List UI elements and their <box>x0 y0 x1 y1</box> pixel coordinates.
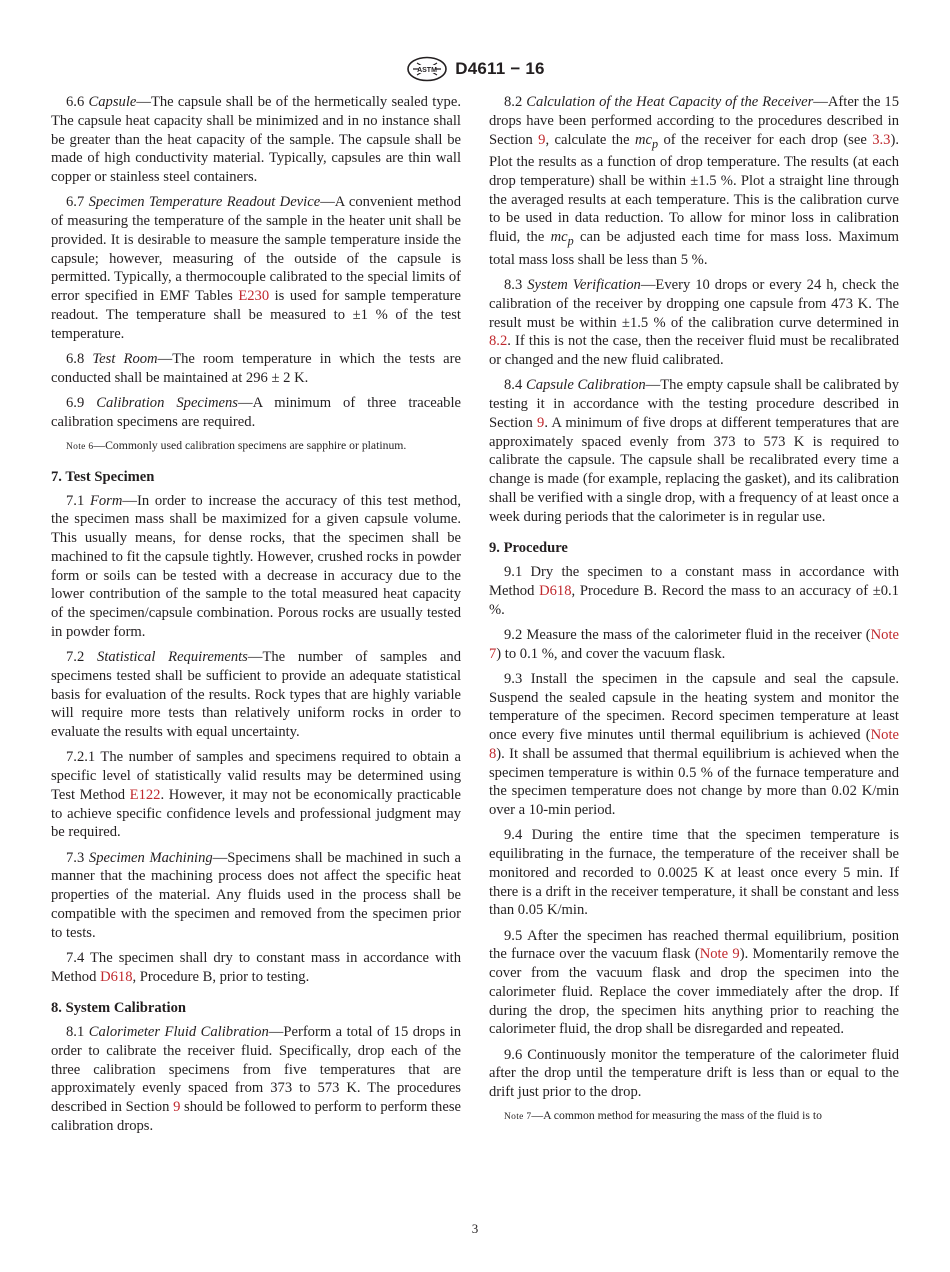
standard-designation: D4611 − 16 <box>455 59 545 78</box>
section-9-2: 9.2 Measure the mass of the calorimeter fluid in the receiver (Note 7) to 0.1 %, and cover the vacuum flask. <box>489 626 899 662</box>
section-9-6: 9.6 Continuously monitor the temperature of the calorimeter fluid after the drop until the temperature drift is less than or equal to the drift just prior to the drop. <box>489 1046 899 1101</box>
section-6-6: 6.6 Capsule—The capsule shall be of the hermetically sealed type. The capsule heat capacity shall be minimized and in no instance shall be greater than the heat capacity of the sample. The capsule shall be made of high conductivity material. Typically, capsules are thin wall copper or stainless steel containers. <box>51 94 461 185</box>
astm-logo-icon <box>405 56 449 82</box>
section-8-4: 8.4 Capsule Calibration—The empty capsule shall be calibrated by testing it in accordance with the testing procedure described in Section 9. A minimum of five drops at different temperatures that are approximately spaced evenly from 373 to 573 K is required to calibrate the capsule. The capsule shall be recalibrated every time a change is made (for example, replacing the gasket), and its calibration shall be verified with a single drop, with a frequency of at least once a week during periods that the calorimeter is in regular use. <box>489 377 899 525</box>
section-7-2: 7.2 Statistical Requirements—The number of samples and specimens tested shall be sufficient to provide an adequate statistical basis for evaluation of the results. Rock types that are highly variable will require more tests than relatively uniform rocks in order to evaluate the results with equal uncertainty. <box>51 649 461 740</box>
note-6: Note 6—Commonly used calibration specimens are sapphire or platinum. <box>66 438 407 452</box>
section-8-1: 8.1 Calorimeter Fluid Calibration—Perform a total of 15 drops in order to calibrate the receiver fluid. Specifically, drop each of the three calibration specimens from five temperatures that are approximately evenly spaced from 373 to 573 K. The procedures described in Section 9 should be followed to perform to perform these calibration drops. <box>51 1024 461 1134</box>
ref-link-e122[interactable]: E122 <box>129 786 161 803</box>
ref-link-note-8[interactable]: Note 8 <box>489 727 899 762</box>
heading-procedure: 9. Procedure <box>489 540 568 557</box>
ref-link-section-9[interactable]: 9 <box>538 131 546 148</box>
left-column <box>51 93 461 1142</box>
heading-test-specimen: 7. Test Specimen <box>51 468 155 485</box>
ref-link-note-9[interactable]: Note 9 <box>699 946 740 963</box>
section-7-3: 7.3 Specimen Machining—Specimens shall be machined in such a manner that the machining process does not affect the specific heat properties of the material. Any fluids used in the process shall be compatible with the specimen and removed from the specimen prior to tests. <box>51 849 461 941</box>
section-7-1: 7.1 Form—In order to increase the accuracy of this test method, the specimen mass shall be maximized for a given capsule volume. This usually means, for dense rocks, that the specimen shall be machined to fit the capsule tightly. However, crushed rocks in powder form or soils can be tested with a decrease in accuracy due to the lower contribution of the sample to the total measured heat capacity of the specimen/capsule combination. Porous rocks are usually tested in powder form. <box>51 492 461 640</box>
ref-link-e230[interactable]: E230 <box>238 288 270 304</box>
ref-link-d618[interactable]: D618 <box>100 968 133 985</box>
svg-text:ASTM: ASTM <box>417 67 438 74</box>
heading-system-calibration: 8. System Calibration <box>51 1000 186 1017</box>
section-9-5: 9.5 After the specimen has reached thermal equilibrium, position the furnace over the vacuum flask (Note 9). Momentarily remove the cover from the vacuum flask and drop the specimen into the calorimeter fluid. Replace the cover immediately after the drop. If during the drop, the specimen hits anything prior to reaching the calorimeter fluid, the drop shall be disregarded and repeated. <box>489 927 899 1038</box>
section-9-3: 9.3 Install the specimen in the capsule and seal the capsule. Suspend the sealed capsule in the heating system and monitor the temperature of the specimen. Record specimen temperature at least once every five minutes until thermal equilibrium is achieved (Note 8). It shall be assumed that thermal equilibrium is achieved when the specimen temperature is within 0.5 % of the furnace temperature and the specimen temperature does not change by more than 0.02 K/min over a 10-min period. <box>489 670 899 819</box>
section-8-3: 8.3 System Verification—Every 10 drops or every 24 h, check the calibration of the receiver by dropping one capsule from 473 K. The result must be within ±1.5 % of the calibration curve determined in 8.2. If this is not the case, then the receiver fluid must be recalibrated or changed and the new fluid calibrated. <box>489 277 899 369</box>
section-6-8: 6.8 Test Room—The room temperature in which the tests are conducted shall be maintained at 296 ± 2 K. <box>51 350 461 386</box>
right-column <box>489 93 899 1134</box>
section-6-9: 6.9 Calibration Specimens—A minimum of three traceable calibration specimens are required. <box>51 394 461 430</box>
section-7-2-1: 7.2.1 The number of samples and specimens required to obtain a specific level of statistically valid results may be determined using Test Method E122. However, it may not be economically practicable to achieve specific confidence levels and professional judgment may be required. <box>51 749 461 841</box>
section-9-1: 9.1 Dry the specimen to a constant mass in accordance with Method D618, Procedure B. Record the mass to an accuracy of ±0.1 %. <box>489 564 899 618</box>
section-8-2: 8.2 Calculation of the Heat Capacity of the Receiver—After the 15 drops have been performed according to the procedures described in Section 9, calculate the $mc_p$ of the receiver for each drop (see 3.3). Plot the results as a function of drop temperature. The results (at each drop temperature) shall be within ±1.5 %. Plot a straight line through the averaged results at each temperature. This is the calibration curve to be used in data reduction. To allow for minor loss in calibration fluid, the $mc_p$ can be adjusted each time for mass loss. Maximum total mass loss shall be less than 5 %. <box>489 94 900 268</box>
note-7: Note 7—A common method for measuring the mass of the fluid is to <box>504 1109 822 1123</box>
ref-link-section-9[interactable]: 9 <box>537 414 545 431</box>
ref-link-section-9[interactable]: 9 <box>173 1099 181 1115</box>
ref-link-3-3[interactable]: 3.3 <box>872 131 891 148</box>
ref-link-note-7[interactable]: Note 7 <box>489 626 899 662</box>
page-header <box>0 56 950 82</box>
ref-link-d618[interactable]: D618 <box>539 582 572 599</box>
page-number: 3 <box>471 1221 479 1236</box>
section-7-4: 7.4 The specimen shall dry to constant mass in accordance with Method D618, Procedure B, prior to testing. <box>51 949 461 985</box>
section-9-4: 9.4 During the entire time that the specimen temperature is equilibrating in the furnace, the temperature of the receiver shall be monitored and recorded to 0.0025 K at least once every 5 min. If there is a drift in the receiver temperature, it shall be constant and less than 0.05 K/min. <box>489 827 899 919</box>
ref-link-8-2[interactable]: 8.2 <box>489 333 508 350</box>
section-6-7: 6.7 Specimen Temperature Readout Device—A convenient method of measuring the temperature of the sample in the heater unit shall be provided. It is desirable to measure the sample temperature inside the capsule; however, measuring of the outside of the capsule is permitted. Typically, a thermocouple calibrated to the special limits of error specified in EMF Tables E230 is used for sample temperature readout. The temperature shall be measured to ±1 % of the test temperature. <box>51 194 462 342</box>
